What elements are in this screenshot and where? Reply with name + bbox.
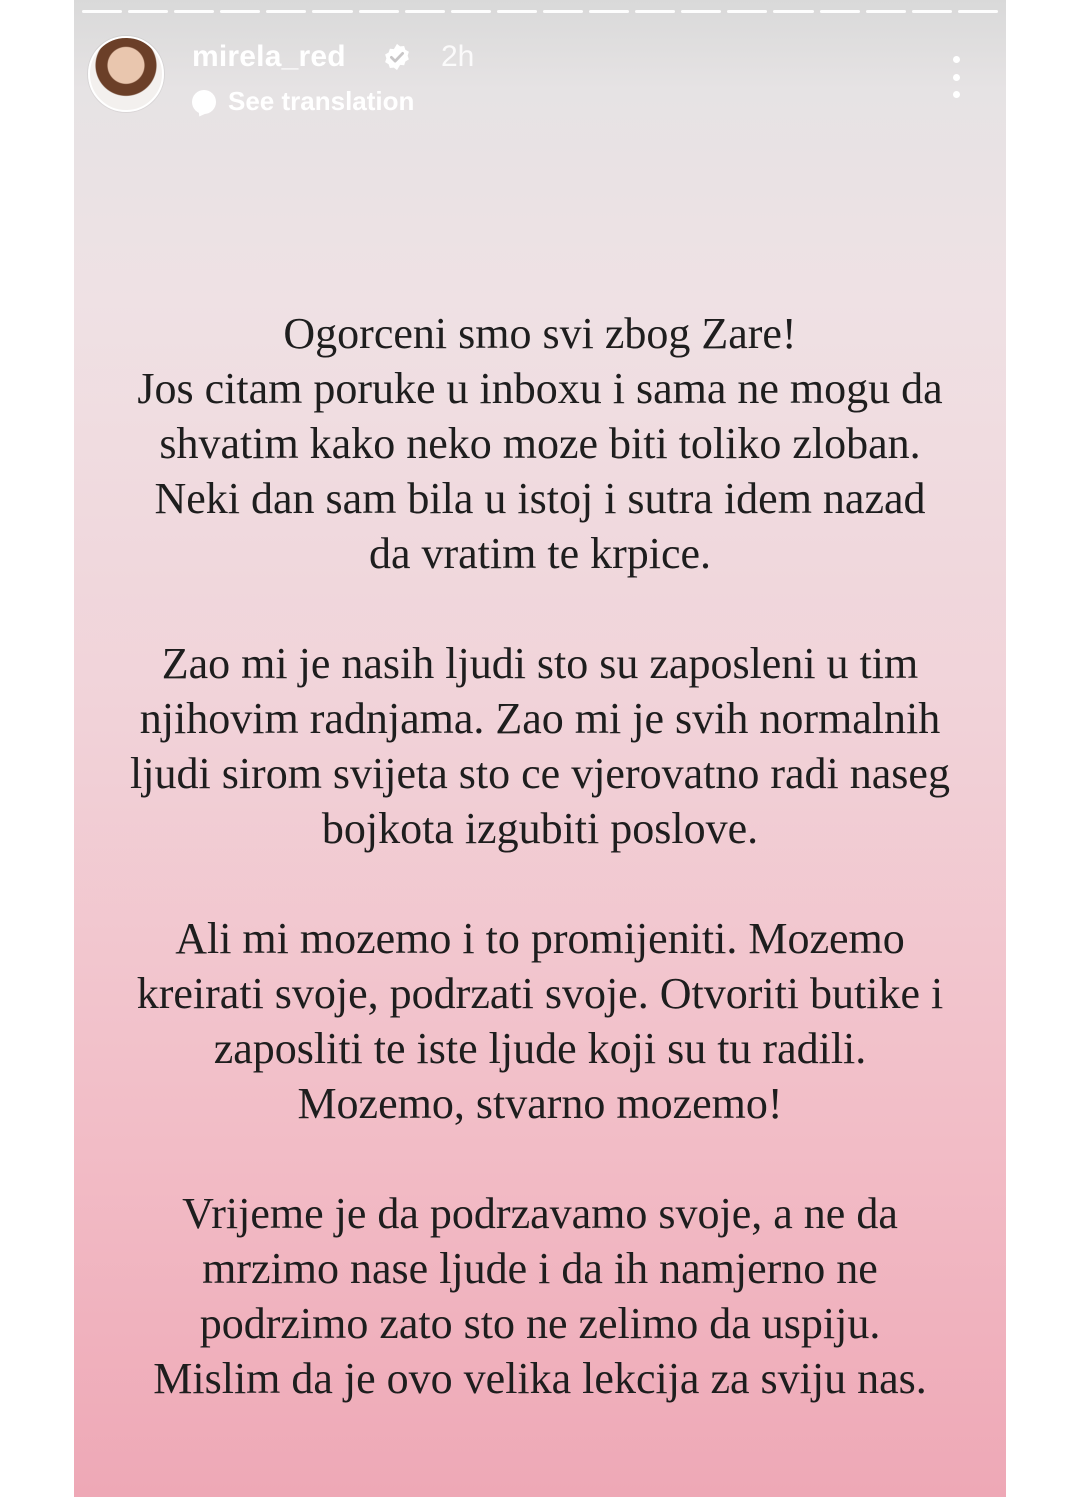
see-translation-label: See translation	[228, 86, 415, 116]
story-header	[86, 30, 986, 126]
text-line: Zao mi je nasih ljudi sto su zaposleni u tim	[161, 639, 919, 688]
progress-segment	[220, 10, 260, 13]
progress-segment	[543, 10, 583, 13]
post-timestamp: 2h	[441, 40, 475, 73]
more-dot	[953, 56, 960, 63]
username[interactable]: mirela_red	[192, 40, 346, 73]
story-paragraph-4	[74, 1186, 1006, 1406]
text-line: Neki dan sam bila u istoj i sutra idem nazad	[154, 474, 926, 523]
profile-avatar[interactable]	[88, 36, 164, 112]
progress-segment	[681, 10, 721, 13]
text-line: Mozemo, stvarno mozemo!	[297, 1079, 783, 1128]
progress-segment	[820, 10, 860, 13]
text-line: njihovim radnjama. Zao mi je svih normalnih	[139, 694, 941, 743]
text-line: shvatim kako neko moze biti toliko zloban.	[159, 419, 921, 468]
text-line: kreirati svoje, podrzati svoje. Otvoriti butike i	[136, 969, 944, 1018]
text-line: zaposliti te iste ljude koji su tu radili.	[213, 1024, 867, 1073]
progress-segment	[958, 10, 998, 13]
progress-segment	[912, 10, 952, 13]
text-line: Jos citam poruke u inboxu i sama ne mogu da	[137, 364, 943, 413]
progress-segment	[174, 10, 214, 13]
progress-segment	[266, 10, 306, 13]
progress-segment	[451, 10, 491, 13]
story-paragraph-1	[74, 306, 1006, 581]
text-line: mrzimo nase ljude i da ih namjerno ne	[202, 1244, 878, 1293]
progress-segment	[128, 10, 168, 13]
progress-segment	[727, 10, 767, 13]
more-dot	[953, 91, 960, 98]
progress-segment	[497, 10, 537, 13]
text-line: Ali mi mozemo i to promijeniti. Mozemo	[175, 914, 905, 963]
text-line: ljudi sirom svijeta sto ce vjerovatno radi naseg	[130, 749, 950, 798]
text-line: podrzimo zato sto ne zelimo da uspiju.	[199, 1299, 881, 1348]
text-line: bojkota izgubiti poslove.	[321, 804, 759, 853]
story-text	[74, 306, 1006, 1461]
more-dot	[953, 74, 960, 81]
text-line: Mislim da je ovo velika lekcija za sviju nas.	[153, 1354, 927, 1403]
progress-segment	[773, 10, 813, 13]
story-viewer[interactable]	[74, 0, 1006, 1497]
progress-segment	[312, 10, 352, 13]
progress-segment	[589, 10, 629, 13]
progress-segment	[359, 10, 399, 13]
verified-badge-icon	[382, 42, 412, 72]
story-progress-bar	[82, 10, 998, 13]
progress-segment	[82, 10, 122, 13]
progress-segment	[405, 10, 445, 13]
text-line: Vrijeme je da podrzavamo svoje, a ne da	[182, 1189, 898, 1238]
see-translation-button[interactable]	[192, 86, 414, 117]
text-line: Ogorceni smo svi zbog Zare!	[283, 309, 797, 358]
progress-segment	[866, 10, 906, 13]
progress-segment	[635, 10, 675, 13]
translate-icon	[192, 90, 216, 114]
story-paragraph-3	[74, 911, 1006, 1131]
text-line: da vratim te krpice.	[368, 529, 712, 578]
story-paragraph-2	[74, 636, 1006, 856]
more-options-button[interactable]	[950, 56, 962, 98]
